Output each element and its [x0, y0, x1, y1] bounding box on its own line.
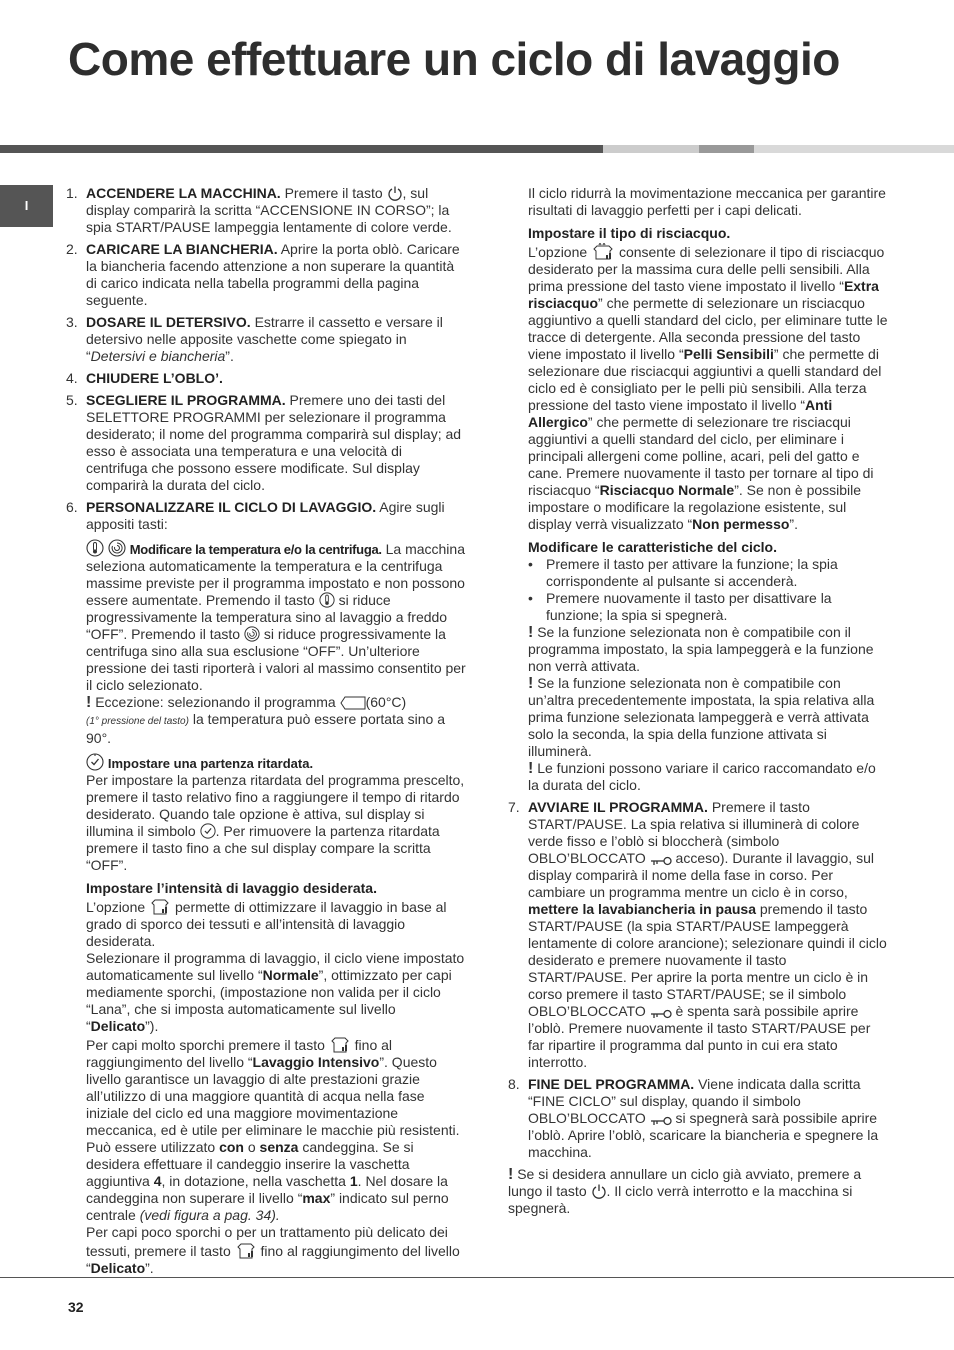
footer-rule: [0, 1277, 954, 1278]
step-7: 7. AVVIARE IL PROGRAMMA. Premere il tasto START/PAUSE. La spia relativa si illuminerà di colore verde fisso e l’oblò si bloccherà (simbolo OBLO’BLOCCATO acceso). Durante il lavaggio, sul display comparirà il nome della fase in corso. Per cambiare un programma mentre un ciclo è in corso, mettere la lavabiancheria in pausa premendo il tasto START/PAUSE (la spia START/PAUSE lampeggerà lentamente di colore arancione); selezionare quindi il ciclo desiderato e premere nuovamente il tasto START/PAUSE. Per aprire la porta mentre un ciclo è in corso premere il tasto START/PAUSE; se il simbolo OBLO’BLOCCATO è spenta sarà possibile aprire l’oblò. Premere nuovamente il tasto START/PAUSE per far ripartire il programma dal punto in cui era stato interrotto.: [508, 799, 887, 1070]
wash-intensity-icon: [235, 1241, 257, 1259]
header-rule-light: [603, 145, 699, 153]
step-6: 6. PERSONALIZZARE IL CICLO DI LAVAGGIO. Agire sugli appositi tasti: Modificare la temperatura e/o la centrifuga. La macchina seleziona automaticamente la temperatura e la centrifuga massime previste per il programma impostato e non possono essere aumentate. Premendo il tasto si riduce progressivamente la temperatura sino al lavaggio a freddo “OFF”. Premendo il tasto si riduce progressivamente la centrifuga sino alla sua esclusione “OFF”. Un’ulteriore pressione dei tasti riporterà i valori al massimo consentito per il ciclo selezionato. ! Eccezione: selezionando il programma (60°C) (1° pressione del tasto) la temperatura può essere portata sino a 90°. Impostare una partenza ritardata. Per impostare la partenza ritardata del programma prescelto, premere il tasto relativo fino a raggiungere il tempo di ritardo desiderato. Quando tale opzione è attiva, sul display si illumina il simbolo . Per rimuovere la partenza ritardata premere il tasto fino a che sul display compare la scritta “OFF”. Impostare l’intensità di lavaggio desiderata. L’opzione permette di ottimizzare il lavaggio in base al grado di sporco dei tessuti e all’intensità di lavaggio desiderata. Selezionare il programma di lavaggio, il ciclo viene impostato automaticamente sul livello “Normale”, ottimizzato per capi mediamente sporchi, (impostazione non valida per il ciclo “Lana”, che si imposta automaticamente sul livello “Delicato”). Per capi molto sporchi premere il tasto fino al raggiungimento del livello “Lavaggio Intensivo”. Questo livello garantisce un lavaggio di alte prestazioni grazie all’utilizzo di una maggiore quantità di acqua nella fase iniziale del ciclo ed una maggiore movimentazione meccanica, ed è utile per eliminare le macchie più resistenti. Può essere utilizzato con o senza candeggina. Se si desidera effettuare il candeggio inserire la vaschetta aggiuntiva 4, in dotazione, nella vaschetta 1. Nel dosare la candeggina non superare il livello “max” indicato sul perno centrale (vedi figura a pag. 34). Per capi poco sporchi o per un trattamento più delicato dei tessuti, premere il tasto fino al raggiungimento del livello “Delicato”.: [66, 499, 466, 1276]
left-column: [66, 185, 466, 1282]
delay-timer-icon: [86, 753, 104, 771]
step-8: 8. FINE DEL PROGRAMMA. Viene indicata dalla scritta “FINE CICLO” sul display, quando il simbolo OBLO’BLOCCATO si spegnerà sarà possibile aprire l’oblò. Aprire l’oblò, scaricare la biancheria e spegnere la macchina.: [508, 1076, 879, 1160]
delay-timer-icon: [200, 823, 216, 839]
step-heading: CARICARE LA BIANCHERIA.: [86, 241, 278, 257]
door-lock-icon: [650, 1009, 672, 1019]
power-icon: [387, 185, 403, 201]
step-4: 4. CHIUDERE L’OBLO’.: [66, 370, 223, 386]
exception-note: ! Eccezione: selezionando il programma (60°C) (1° pressione del tasto) la temperatura può essere portata sino a 90°.: [86, 694, 445, 746]
warning-icon: !: [528, 675, 534, 692]
spin-icon: [108, 539, 126, 557]
header-rule-dark: [0, 145, 603, 153]
warning-note: ! Se la funzione selezionata non è compatibile con il programma impostato, la spia lampeggerà e la funzione non verrà attivata.: [528, 624, 874, 674]
header-rule-pale: [754, 145, 954, 153]
header-rule-mid: [699, 145, 754, 153]
door-lock-icon: [650, 1116, 672, 1126]
warning-icon: !: [508, 1166, 514, 1183]
warning-icon: !: [528, 760, 534, 777]
rinse-section: Impostare il tipo di risciacquo. L’opzione consente di selezionare il tipo di risciacquo desiderato per la massima cura delle pelli sensibili. Alla prima pressione del tasto viene impostato il livello “Extra risciacquo” che permette di selezionare un risciacquo aggiuntivo a quelli standard del ciclo, per eliminare tutte le tracce di detergente. Alla seconda pressione del tasto viene impostato il livello “Pelli Sensibili” che permette di selezionare due risciacqui aggiuntivi a quelli standard del ciclo ed è consigliato per le pelli più sensibili. Alla terza pressione del tasto viene impostato il livello “Anti Allergico” che permette di selezionare tre risciacqui aggiuntivi a quelli standard del ciclo, per eliminare i principali allergeni come polline, acari, peli del gatto e cane. Premere nuovamente il tasto per tornare al tipo di risciacquo “Risciacquo Normale”. Se non è possibile impostare o modificare la regolazione esistente, sul display verrà visualizzato “Non permesso”.: [528, 225, 888, 532]
delay-section: Impostare una partenza ritardata. Per impostare la partenza ritardata del programma prescelto, premere il tasto relativo fino a raggiungere il tempo di ritardo desiderato. Quando tale opzione è attiva, sul display si illumina il simbolo . Per rimuovere la partenza ritardata premere il tasto fino a che sul display compare la scritta “OFF”.: [86, 753, 466, 874]
intensity-continued: Il ciclo ridurrà la movimentazione meccanica per garantire risultati di lavaggio perfetti per i capi delicati. Impostare il tipo di risciacquo. L’opzione consente di selezionare il tipo di risciacquo desiderato per la massima cura delle pelli sensibili. Alla prima pressione del tasto viene impostato il livello “Extra risciacquo” che permette di selezionare un risciacquo aggiuntivo a quelli standard del ciclo, per eliminare tutte le tracce di detergente. Alla seconda pressione del tasto viene impostato il livello “Pelli Sensibili” che permette di selezionare due risciacqui aggiuntivi a quelli standard del ciclo ed è consigliato per le pelli più sensibili. Alla terza pressione del tasto viene impostato il livello “Anti Allergico” che permette di selezionare tre risciacqui aggiuntivi a quelli standard del ciclo, per eliminare i principali allergeni come polline, acari, peli del gatto e cane. Premere nuovamente il tasto per tornare al tipo di risciacquo “Risciacquo Normale”. Se non è possibile impostare o modificare la regolazione esistente, sul display verrà visualizzato “Non permesso”. Modificare le caratteristiche del ciclo. • Premere il tasto per attivare la funzione; la spia corrispondente al pulsante si accenderà. • Premere nuovamente il tasto per disattivare la funzione; la spia si spegnerà. ! Se la funzione selezionata non è compatibile con il programma impostato, la spia lampeggerà e la funzione non verrà attivata. ! Se la funzione selezionata non è compatibile con un’altra precedentemente impostata, la spia relativa alla prima funzione selezionata lampeggerà e verrà attivata solo la seconda, la spia della funzione attivata si illuminerà. ! Le funzioni possono variare il carico raccomandato e/o la durata del ciclo.: [528, 185, 888, 793]
warning-note: ! Se la funzione selezionata non è compatibile con un’altra precedentemente impostata, la spia relativa alla prima funzione selezionata lampeggerà e verrà attivata solo la seconda, la spia della funzione attivata si illuminerà.: [528, 675, 875, 759]
intensity-section: Impostare l’intensità di lavaggio desiderata. L’opzione permette di ottimizzare il lavaggio in base al grado di sporco dei tessuti e all’intensità di lavaggio desiderata. Selezionare il programma di lavaggio, il ciclo viene impostato automaticamente sul livello “Normale”, ottimizzato per capi mediamente sporchi, (impostazione non valida per il ciclo “Lana”, che si imposta automaticamente sul livello “Delicato”). Per capi molto sporchi premere il tasto fino al raggiungimento del livello “Lavaggio Intensivo”. Questo livello garantisce un lavaggio di alte prestazioni grazie all’utilizzo di una maggiore quantità di acqua nella fase iniziale del ciclo ed una maggiore movimentazione meccanica, ed è utile per eliminare le macchie più resistenti. Può essere utilizzato con o senza candeggina. Se si desidera effettuare il candeggio inserire la vaschetta aggiuntiva 4, in dotazione, nella vaschetta 1. Nel dosare la candeggina non superare il livello “max” indicato sul perno centrale (vedi figura a pag. 34). Per capi poco sporchi o per un trattamento più delicato dei tessuti, premere il tasto fino al raggiungimento del livello “Delicato”.: [86, 880, 465, 1276]
list-item: • Premere il tasto per attivare la funzione; la spia corrispondente al pulsante si accenderà.: [528, 556, 838, 589]
step-heading: ACCENDERE LA MACCHINA.: [86, 185, 281, 201]
temperature-spin-section: Modificare la temperatura e/o la centrifuga. La macchina seleziona automaticamente la temperatura e la centrifuga massime previste per il programma impostato e non possono essere aumentate. Premendo il tasto si riduce progressivamente la temperatura sino al lavaggio a freddo “OFF”. Premendo il tasto si riduce progressivamente la centrifuga sino alla sua esclusione “OFF”. Un’ulteriore pressione dei tasti riporterà i valori al massimo consentito per il ciclo selezionato. ! Eccezione: selezionando il programma (60°C) (1° pressione del tasto) la temperatura può essere portata sino a 90°.: [86, 541, 466, 746]
program-shape-icon: [340, 696, 366, 710]
rinse-icon: [591, 242, 615, 260]
temperature-icon: [319, 592, 335, 608]
step-heading: FINE DEL PROGRAMMA.: [528, 1076, 695, 1092]
warning-note: ! Le funzioni possono variare il carico raccomandato e/o la durata del ciclo.: [528, 760, 876, 793]
spin-icon: [244, 626, 260, 642]
step-5: 5. SCEGLIERE IL PROGRAMMA. Premere uno dei tasti del SELETTORE PROGRAMMI per selezionare il programma desiderato; il nome del programma comparirà sul display; ad esso è associata una temperatura e una velocità di centrifuga che possono essere modificate. Sul display comparirà la durata del ciclo.: [66, 392, 462, 493]
step-heading: SCEGLIERE IL PROGRAMMA.: [86, 392, 286, 408]
step-heading: DOSARE IL DETERSIVO.: [86, 314, 251, 330]
wash-intensity-icon: [149, 897, 171, 915]
language-tab: I: [0, 185, 53, 227]
warning-icon: !: [86, 694, 92, 711]
step-3: 3. DOSARE IL DETERSIVO. Estrarre il cassetto e versare il detersivo nelle apposite vaschette come spiegato in “Detersivi e biancheria”.: [66, 314, 443, 364]
step-heading: CHIUDERE L’OBLO’.: [86, 370, 223, 386]
cancel-note: ! Se si desidera annullare un ciclo già avviato, premere a lungo il tasto . Il ciclo verrà interrotto e la macchina si spegnerà.: [508, 1166, 862, 1216]
door-lock-icon: [650, 856, 672, 866]
list-item: • Premere nuovamente il tasto per disattivare la funzione; la spia si spegnerà.: [528, 590, 832, 623]
step-2: 2. CARICARE LA BIANCHERIA. Aprire la porta oblò. Caricare la biancheria facendo attenzione a non superare la quantità di carico indicata nella tabella programmi della pagina seguente.: [66, 241, 460, 308]
power-icon: [591, 1183, 607, 1199]
temperature-icon: [86, 539, 104, 557]
right-column: [508, 185, 888, 1217]
wash-intensity-icon: [329, 1035, 351, 1053]
warning-icon: !: [528, 624, 534, 641]
step-heading: AVVIARE IL PROGRAMMA.: [528, 799, 708, 815]
step-heading: PERSONALIZZARE IL CICLO DI LAVAGGIO.: [86, 499, 377, 515]
features-section: Modificare le caratteristiche del ciclo. • Premere il tasto per attivare la funzione; la spia corrispondente al pulsante si accenderà. • Premere nuovamente il tasto per disattivare la funzione; la spia si spegnerà. ! Se la funzione selezionata non è compatibile con il programma impostato, la spia lampeggerà e la funzione non verrà attivata. ! Se la funzione selezionata non è compatibile con un’altra precedentemente impostata, la spia relativa alla prima funzione selezionata lampeggerà e verrà attivata solo la seconda, la spia della funzione attivata si illuminerà. ! Le funzioni possono variare il carico raccomandato e/o la durata del ciclo.: [528, 539, 888, 794]
page-title: Come effettuare un ciclo di lavaggio: [68, 33, 840, 85]
step-1: 1. ACCENDERE LA MACCHINA. Premere il tasto , sul display comparirà la scritta “ACCENSIONE IN CORSO”; la spia START/PAUSE lampeggia lentamente di colore verde.: [66, 185, 452, 235]
page-number: 32: [68, 1299, 84, 1315]
